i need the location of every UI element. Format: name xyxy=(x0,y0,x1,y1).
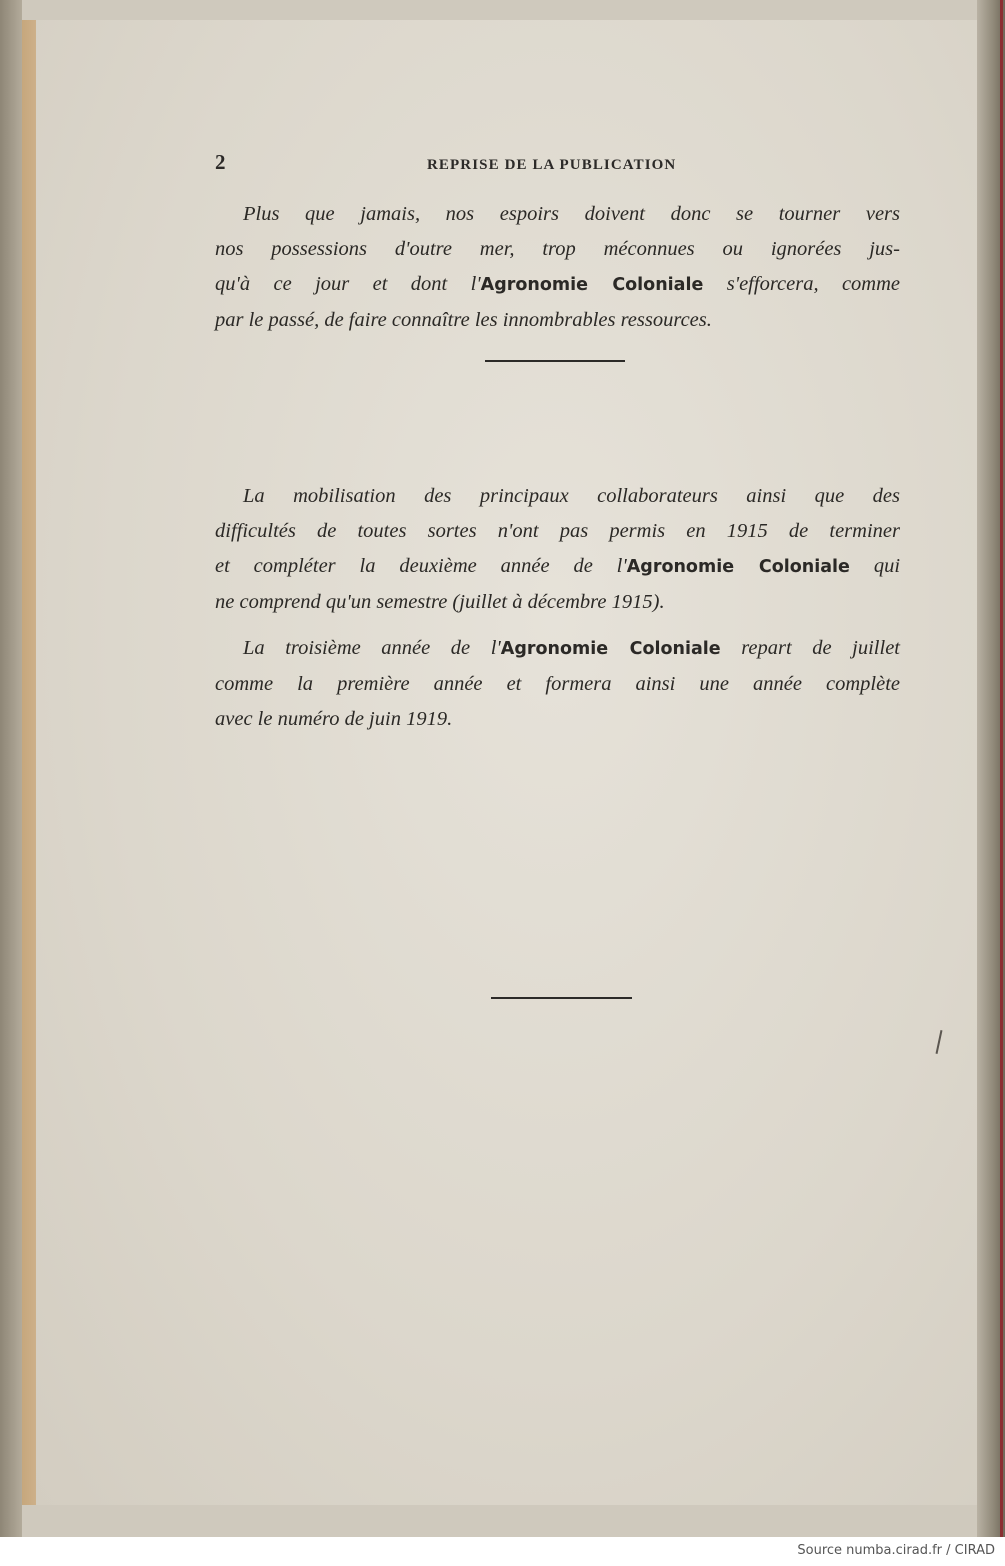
binding-strip xyxy=(22,20,36,1505)
paragraph-2-line-3 xyxy=(215,549,900,585)
paragraph-3-line-1-text-a: La troisième année de l' xyxy=(243,637,501,659)
section-divider-bottom xyxy=(491,997,632,999)
paragraph-1 xyxy=(215,197,900,338)
paragraph-3-line-3: avec le numéro de juin 1919. xyxy=(215,708,453,730)
journal-name: Agronomie Coloniale xyxy=(480,275,704,295)
paragraph-1-line-4: par le passé, de faire connaître les innombrables ressources. xyxy=(215,309,712,331)
paragraph-1-line-3 xyxy=(215,267,900,303)
paragraph-1-line-1: Plus que jamais, nos espoirs doivent donc se tourner vers xyxy=(243,203,900,225)
paragraph-2-line-3-text-a: et compléter la deuxième année de l' xyxy=(215,555,627,577)
section-divider-top xyxy=(485,360,625,362)
paragraph-1-line-2: nos possessions d'outre mer, trop méconnues ou ignorées jus- xyxy=(215,238,900,260)
paragraph-1-line-3-text-c: s'efforcera, comme xyxy=(703,273,901,295)
running-title: REPRISE DE LA PUBLICATION xyxy=(427,157,677,173)
paragraph-2-line-1: La mobilisation des principaux collaborateurs ainsi que des xyxy=(243,485,900,507)
paragraph-2-line-2: difficultés de toutes sortes n'ont pas permis en 1915 de terminer xyxy=(215,520,900,542)
paragraph-2-line-3-text-c: qui xyxy=(849,555,901,577)
page-number: 2 xyxy=(215,150,226,174)
paragraph-3-line-1-text-c: repart de juillet xyxy=(720,637,900,659)
journal-name: Agronomie Coloniale xyxy=(626,557,850,577)
paragraph-3 xyxy=(215,631,900,737)
journal-name: Agronomie Coloniale xyxy=(500,639,721,659)
paragraph-3-line-1 xyxy=(215,631,900,667)
left-page-edge xyxy=(0,0,22,1537)
paragraph-3-line-2: comme la première année et formera ainsi une année complète xyxy=(215,673,900,695)
source-credit: Source numba.cirad.fr / CIRAD xyxy=(797,1543,995,1558)
paragraph-1-line-3-text-a: qu'à ce jour et dont l' xyxy=(215,273,481,295)
right-page-edge xyxy=(977,0,1005,1537)
paragraph-2-line-4: ne comprend qu'un semestre (juillet à décembre 1915). xyxy=(215,591,665,613)
paragraph-2 xyxy=(215,479,900,620)
